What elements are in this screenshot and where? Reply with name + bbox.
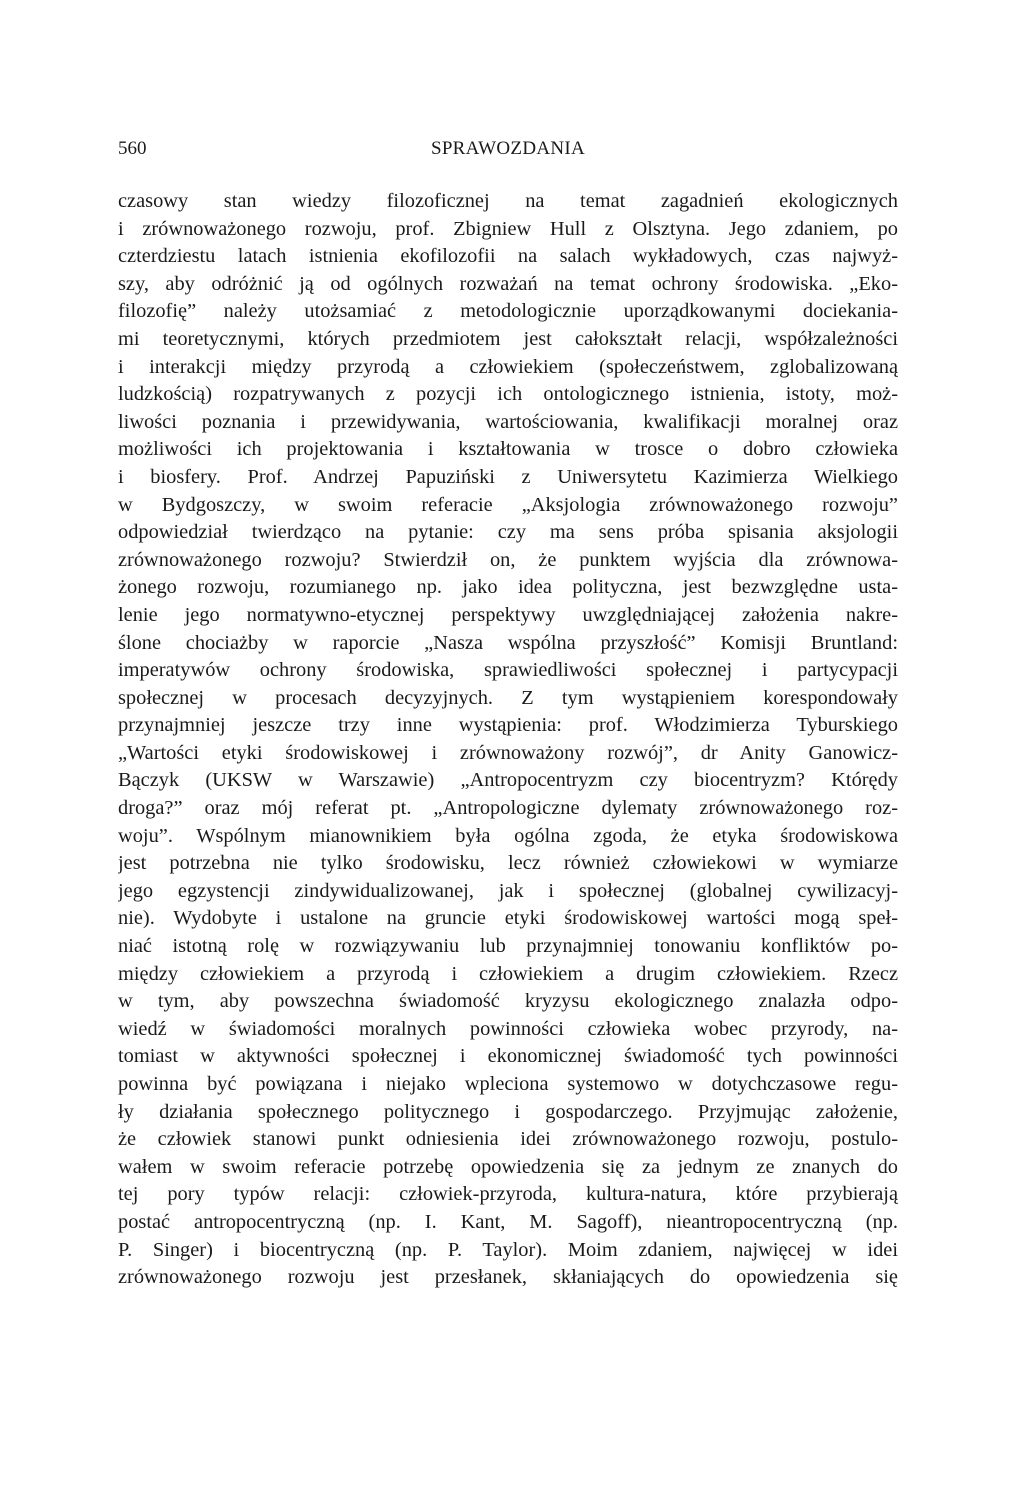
text-line: szy, aby odróżnić ją od ogólnych rozważań na temat ochrony środowiska. „Eko- [118, 272, 898, 295]
text-line: zrównoważonego rozwoju jest przesłanek, skłaniających do opowiedzenia się [118, 1266, 898, 1289]
text-line: lenie jego normatywno-etycznej perspektywy uwzględniającej założenia nakre- [118, 603, 898, 626]
text-line: żonego rozwoju, rozumianego np. jako idea polityczna, jest bezwzględne usta- [118, 576, 898, 599]
text-line: w Bydgoszczy, w swoim referacie „Aksjologia zrównoważonego rozwoju” [118, 493, 898, 516]
text-line: woju”. Wspólnym mianownikiem była ogólna zgoda, że etyka środowiskowa [118, 824, 898, 847]
text-line: w tym, aby powszechna świadomość kryzysu ekologicznego znalazła odpo- [118, 990, 898, 1013]
section-title: SPRAWOZDANIA [430, 138, 586, 159]
page-number: 560 [118, 138, 147, 159]
text-line: i zrównoważonego rozwoju, prof. Zbigniew Hull z Olsztyna. Jego zdaniem, po [118, 217, 898, 240]
text-line: zrównoważonego rozwoju? Stwierdził on, że punktem wyjścia dla zrównowa- [118, 548, 898, 571]
text-line: droga?” oraz mój referat pt. „Antropologiczne dylematy zrównoważonego roz- [118, 797, 898, 820]
text-line: wiedź w świadomości moralnych powinności człowieka wobec przyrody, na- [118, 1017, 898, 1040]
text-line: możliwości ich projektowania i kształtowania w trosce o dobro człowieka [118, 438, 898, 461]
text-line: filozofię” należy utożsamiać z metodologicznie uporządkowanymi dociekania- [118, 300, 898, 323]
running-head [118, 138, 898, 168]
text-line: ludzkością) rozpatrywanych z pozycji ich ontologicznego istnienia, istoty, moż- [118, 383, 898, 406]
text-line: jego egzystencji zindywidualizowanej, jak i społecznej (globalnej cywilizacyj- [118, 879, 898, 902]
text-line: i biosfery. Prof. Andrzej Papuziński z Uniwersytetu Kazimierza Wielkiego [118, 465, 898, 488]
text-line: czterdziestu latach istnienia ekofilozofii na salach wykładowych, czas najwyż- [118, 245, 898, 268]
text-line: niać istotną rolę w rozwiązywaniu lub przynajmniej tonowaniu konfliktów po- [118, 935, 898, 958]
text-line: przynajmniej jeszcze trzy inne wystąpienia: prof. Włodzimierza Tyburskiego [118, 714, 898, 737]
text-line: powinna być powiązana i niejako wpleciona systemowo w dotychczasowe regu- [118, 1073, 898, 1095]
text-line: społecznej w procesach decyzyjnych. Z tym wystąpieniem korespondowały [118, 686, 898, 709]
text-line: między człowiekiem a przyrodą i człowiekiem a drugim człowiekiem. Rzecz [118, 962, 898, 985]
text-line: ły działania społecznego politycznego i gospodarczego. Przyjmując założenie, [118, 1100, 898, 1123]
text-line: postać antropocentryczną (np. I. Kant, M. Sagoff), nieantropocentryczną (np. [118, 1210, 898, 1233]
text-line: liwości poznania i przewidywania, wartościowania, kwalifikacji moralnej oraz [118, 410, 898, 433]
text-line: ślone chociażby w raporcie „Nasza wspólna przyszłość” Komisji Bruntland: [118, 631, 898, 654]
text-line: nie). Wydobyte i ustalone na gruncie etyki środowiskowej wartości mogą speł- [118, 907, 898, 930]
text-line: że człowiek stanowi punkt odniesienia idei zrównoważonego rozwoju, postulo- [118, 1128, 898, 1151]
text-line: wałem w swoim referacie potrzebę opowiedzenia się za jednym ze znanych do [118, 1155, 898, 1178]
text-line: odpowiedział twierdząco na pytanie: czy ma sens próba spisania aksjologii [118, 521, 898, 544]
text-line: Bączyk (UKSW w Warszawie) „Antropocentryzm czy biocentryzm? Którędy [118, 769, 898, 792]
text-line: „Wartości etyki środowiskowej i zrównoważony rozwój”, dr Anity Ganowicz- [118, 741, 898, 764]
text-line: jest potrzebna nie tylko środowisku, lecz również człowiekowi w wymiarze [118, 852, 898, 875]
text-line: imperatywów ochrony środowiska, sprawiedliwości społecznej i partycypacji [118, 659, 898, 682]
document-page [118, 138, 898, 1292]
text-line: i interakcji między przyrodą a człowiekiem (społeczeństwem, zglobalizowaną [118, 355, 898, 378]
text-line: P. Singer) i biocentryczną (np. P. Taylor). Moim zdaniem, najwięcej w idei [118, 1238, 898, 1261]
text-line: tomiast w aktywności społecznej i ekonomicznej świadomość tych powinności [118, 1045, 898, 1068]
text-line: tej pory typów relacji: człowiek-przyroda, kultura-natura, które przybierają [118, 1183, 898, 1206]
text-line: mi teoretycznymi, których przedmiotem jest całokształt relacji, współzależności [118, 327, 898, 350]
text-line: czasowy stan wiedzy filozoficznej na temat zagadnień ekologicznych [118, 190, 898, 212]
body-paragraph [118, 188, 898, 1292]
